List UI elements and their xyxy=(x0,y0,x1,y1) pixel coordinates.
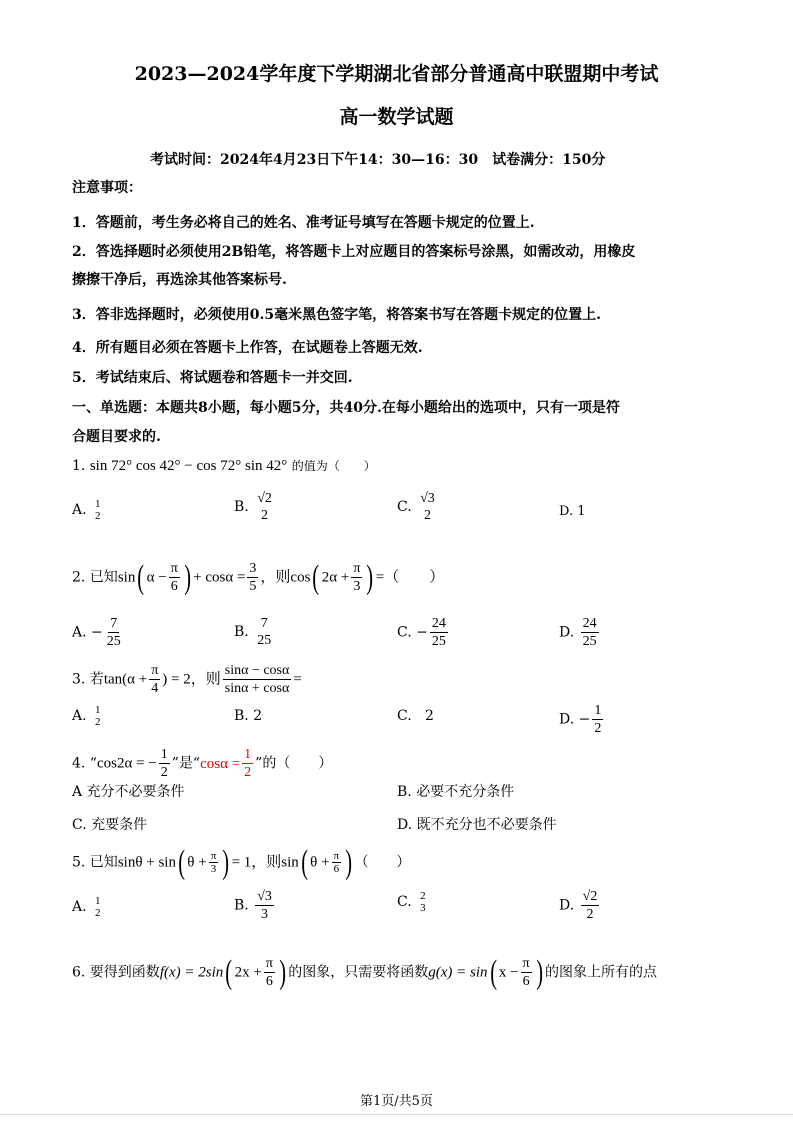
math: cos2α = − xyxy=(96,755,157,772)
option-c[interactable] xyxy=(397,490,439,524)
option-label: A. xyxy=(72,502,87,518)
text: ”是“ xyxy=(171,755,201,772)
fraction: $\frac{1}{2}$ xyxy=(594,703,602,736)
fraction: $\frac{\pi}{4}$ xyxy=(151,663,159,696)
math: tan(α + xyxy=(103,671,148,688)
fraction: √2 2 xyxy=(257,491,272,523)
section-heading-cont: 合题目要求的. xyxy=(72,429,161,445)
option-a[interactable] xyxy=(72,498,105,522)
note-item: 2．答选择题时必须使用2B铅笔，将答题卡上对应题目的答案标号涂黑，如需改动，用橡皮 xyxy=(72,244,636,260)
math: ) = 2，则 xyxy=(162,671,221,688)
question-5: 5. 已知sinθ + sin( θ + $\frac{\pi}{3}$ ) = 1，则sin( θ + $\frac{\pi}{6}$ ) （ ） xyxy=(72,843,411,881)
text: （ ） xyxy=(354,854,411,871)
math: 2α + xyxy=(321,569,350,586)
note-item: 擦擦干净后，再选涂其他答案标号. xyxy=(72,272,287,288)
page-footer: 第1页/共5页 xyxy=(360,1094,433,1109)
page-title: 2023—2024学年度下学期湖北省部分普通高中联盟期中考试 xyxy=(134,63,659,85)
math: f(x) = 2sin xyxy=(159,964,224,981)
fraction: $\frac{√2}{2}$ xyxy=(582,889,598,922)
option-a[interactable]: A. 1 2 xyxy=(72,895,101,919)
math: = xyxy=(293,671,302,688)
fraction: $\frac{\pi}{3}$ xyxy=(353,561,361,594)
fraction: 1 2 xyxy=(95,895,101,919)
note-item: 4．所有题目必须在答题卡上作答，在试题卷上答题无效. xyxy=(72,340,423,356)
q-number: 6. 要得到函数 xyxy=(72,964,160,981)
math: ，则cos xyxy=(260,569,311,586)
math: sin xyxy=(117,569,136,586)
option-label: B. xyxy=(234,499,249,515)
paren: ( xyxy=(137,558,145,596)
exam-info: 考试时间：2024年4月23日下午14：30—16：30 试卷满分：150分 xyxy=(150,152,606,168)
option-d[interactable]: D. 1 xyxy=(559,504,586,519)
question-2 xyxy=(72,560,444,595)
question-4 xyxy=(72,746,332,781)
option-b[interactable]: B. 2 xyxy=(234,708,263,724)
math: α − xyxy=(146,569,167,586)
paren: ) xyxy=(184,558,191,596)
option-b[interactable]: B. $\frac{√3}{3}$ xyxy=(234,889,272,922)
question-1 xyxy=(72,456,376,476)
math: sinθ + sin xyxy=(117,854,176,871)
fraction: $\frac{1}{2}$ xyxy=(160,747,168,780)
q-suffix: 的值为（ ） xyxy=(291,459,376,473)
option-label: C. xyxy=(397,499,412,515)
option-d[interactable]: D. 既不充分也不必要条件 xyxy=(397,817,557,833)
q-number: 5. 已知 xyxy=(72,854,118,871)
option-d[interactable]: D. $\frac{√2}{2}$ xyxy=(559,889,598,922)
text: 的图象，只需要将函数 xyxy=(288,964,429,981)
q-number: 3. 若 xyxy=(72,671,104,688)
fraction: $\frac{24}{25}$ xyxy=(582,616,597,649)
option-d[interactable]: D. $\frac{24}{25}$ xyxy=(559,616,597,649)
option-c[interactable]: C. 2 xyxy=(397,708,434,724)
fraction: $\frac{24}{25}$ xyxy=(431,616,446,649)
fraction: 1 2 xyxy=(95,704,101,728)
option-c[interactable]: C. 2 3 xyxy=(397,890,426,914)
page-subtitle: 高一数学试题 xyxy=(339,106,454,128)
note-item: 5．考试结束后、将试题卷和答题卡一并交回. xyxy=(72,370,353,386)
fraction: 2 3 xyxy=(420,890,426,914)
fraction: $\frac{√3}{3}$ xyxy=(257,889,272,922)
paren: ( xyxy=(312,558,320,596)
notes-heading: 注意事项： xyxy=(72,180,142,196)
fraction: 1 2 xyxy=(95,498,101,522)
option-c[interactable]: C. − $\frac{24}{25}$ xyxy=(397,616,446,649)
math: g(x) = sin xyxy=(428,964,488,981)
fraction: 7 25 xyxy=(257,616,272,648)
q-number: 1. xyxy=(72,458,86,474)
question-6: 6. 要得到函数f(x) = 2sin( 2x + $\frac{\pi}{6}$ ) 的图象，只需要将函数g(x) = sin( x − $\frac{\pi}{6}$ ) 的图象上所有的点 xyxy=(72,953,657,991)
fraction: $\frac{\pi}{6}$ xyxy=(333,850,340,875)
fraction: $\frac{\pi}{6}$ xyxy=(170,561,178,594)
math: + cosα = xyxy=(193,569,246,586)
fraction: $\frac{\pi}{3}$ xyxy=(210,850,217,875)
option-b[interactable] xyxy=(234,490,276,524)
note-item: 3．答非选择题时，必须使用0.5毫米黑色签字笔，将答案书写在答题卡规定的位置上. xyxy=(72,307,601,323)
option-d[interactable]: D. − $\frac{1}{2}$ xyxy=(559,703,602,736)
text: 的图象上所有的点 xyxy=(544,964,657,981)
option-a[interactable]: A. 1 2 xyxy=(72,704,101,728)
q-number: 2. 已知 xyxy=(72,569,118,586)
divider xyxy=(0,1114,793,1115)
paren: ) xyxy=(366,558,374,596)
fraction: √3 2 xyxy=(420,491,435,523)
fraction: $\frac{7}{25}$ xyxy=(106,616,121,649)
fraction: $\frac{\pi}{6}$ xyxy=(265,956,273,989)
fraction: $\frac{\pi}{6}$ xyxy=(522,956,530,989)
option-b[interactable]: B. 必要不充分条件 xyxy=(397,784,515,800)
fraction: $\frac{\sin\alpha - \cos\alpha}{\sin\alpha + \cos\alpha}$ xyxy=(224,663,290,696)
fraction: $\frac{3}{5}$ xyxy=(249,561,257,594)
option-b[interactable]: B. 7 25 xyxy=(234,616,272,648)
text: ”的（ ） xyxy=(255,755,333,772)
fraction: $\frac{1}{2}$ xyxy=(244,747,252,780)
math: =（ ） xyxy=(375,569,445,586)
note-item: 1．答题前，考生务必将自己的姓名、准考证号填写在答题卡规定的位置上. xyxy=(72,215,535,231)
question-3 xyxy=(72,662,302,697)
option-a[interactable]: A 充分不必要条件 xyxy=(72,784,185,800)
math: = 1，则sin xyxy=(231,854,299,871)
q-number: 4. “ xyxy=(72,755,97,772)
section-heading: 一、单选题：本题共8小题，每小题5分，共40分.在每小题给出的选项中，只有一项是符 xyxy=(72,400,620,416)
option-c[interactable]: C. 充要条件 xyxy=(72,817,148,833)
math: cosα = xyxy=(200,755,241,772)
option-a[interactable]: A. − $\frac{7}{25}$ xyxy=(72,616,121,649)
q-expr: sin 72° cos 42° − cos 72° sin 42° xyxy=(89,458,288,474)
